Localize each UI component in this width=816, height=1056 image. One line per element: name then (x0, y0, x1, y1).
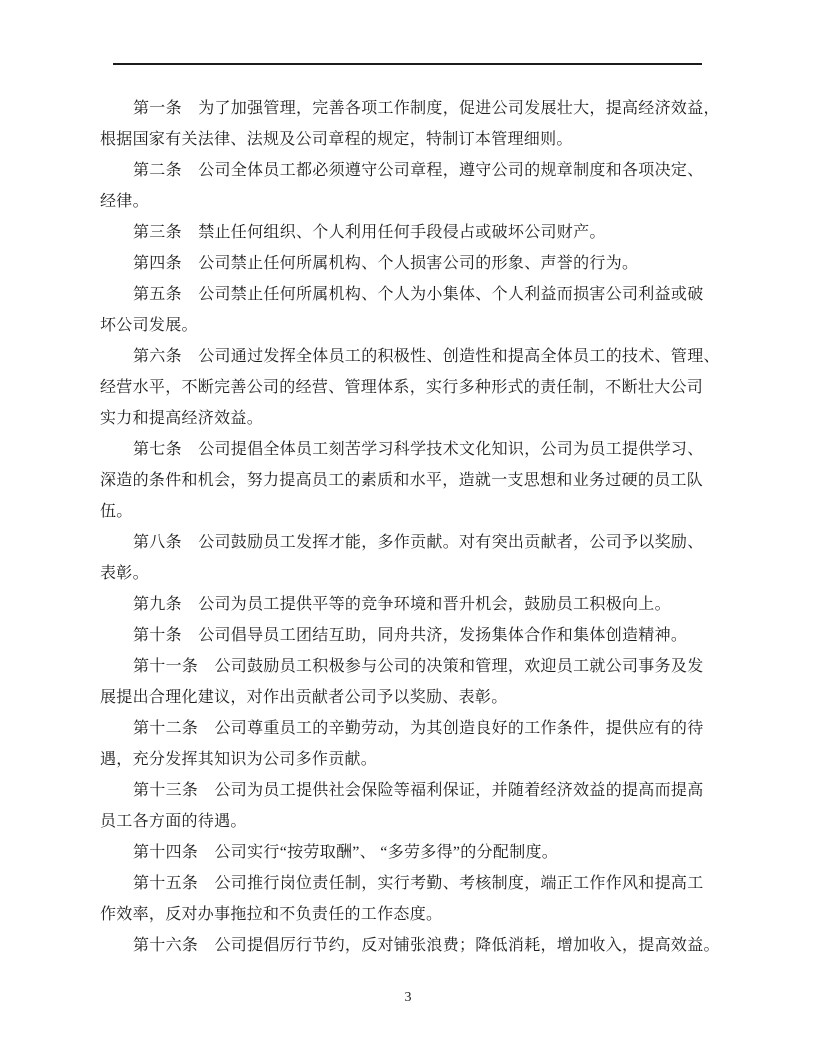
text-line: 作效率，反对办事拖拉和不负责任的工作态度。 (100, 906, 443, 923)
text-line: 第六条 公司通过发挥全体员工的积极性、创造性和提高全体员工的技术、管理、 (133, 348, 720, 365)
text-line: 实力和提高经济效益。 (100, 410, 264, 427)
text-line: 第四条 公司禁止任何所属机构、个人损害公司的形象、声誉的行为。 (133, 255, 639, 272)
text-line: 展提出合理化建议，对作出贡献者公司予以奖励、表彰。 (100, 689, 508, 706)
text-line: 根据国家有关法律、法规及公司章程的规定，特制订本管理细则。 (100, 131, 573, 148)
text-line: 第三条 禁止任何组织、个人利用任何手段侵占或破坏公司财产。 (133, 224, 606, 241)
header-rule (113, 63, 702, 65)
document-body (100, 93, 720, 961)
page-number: 3 (404, 990, 412, 1005)
text-line: 第九条 公司为员工提供平等的竞争环境和晋升机会，鼓励员工积极向上。 (133, 596, 671, 613)
text-line: 第十六条 公司提倡厉行节约，反对铺张浪费；降低消耗，增加收入，提高效益。 (133, 937, 720, 954)
text-line: 表彰。 (100, 565, 149, 582)
text-line: 第二条 公司全体员工都必须遵守公司章程，遵守公司的规章制度和各项决定、 (133, 162, 704, 179)
text-line: 经律。 (100, 193, 149, 210)
text-line: 第五条 公司禁止任何所属机构、个人为小集体、个人利益而损害公司利益或破 (133, 286, 704, 303)
text-line: 第十二条 公司尊重员工的辛勤劳动，为其创造良好的工作条件，提供应有的待 (133, 720, 704, 737)
text-line: 第十四条 公司实行“按劳取酬”、 “多劳多得”的分配制度。 (133, 844, 559, 861)
text-line: 第十一条 公司鼓励员工积极参与公司的决策和管理，欢迎员工就公司事务及发 (133, 658, 704, 675)
text-line: 伍。 (100, 503, 133, 520)
text-line: 第一条 为了加强管理，完善各项工作制度，促进公司发展壮大，提高经济效益， (133, 100, 720, 117)
text-line: 第八条 公司鼓励员工发挥才能，多作贡献。对有突出贡献者，公司予以奖励、 (133, 534, 704, 551)
text-line: 第十条 公司倡导员工团结互助，同舟共济，发扬集体合作和集体创造精神。 (133, 627, 688, 644)
text-line: 员工各方面的待遇。 (100, 813, 247, 830)
text-line: 遇，充分发挥其知识为公司多作贡献。 (100, 751, 378, 768)
text-line: 深造的条件和机会，努力提高员工的素质和水平，造就一支思想和业务过硬的员工队 (100, 472, 704, 489)
text-line: 第十三条 公司为员工提供社会保险等福利保证，并随着经济效益的提高而提高 (133, 782, 704, 799)
text-line: 坏公司发展。 (100, 317, 198, 334)
text-line: 经营水平，不断完善公司的经营、管理体系，实行多种形式的责任制，不断壮大公司 (100, 379, 704, 396)
text-line: 第七条 公司提倡全体员工刻苦学习科学技术文化知识，公司为员工提供学习、 (133, 441, 704, 458)
text-line: 第十五条 公司推行岗位责任制，实行考勤、考核制度，端正工作作风和提高工 (133, 875, 704, 892)
